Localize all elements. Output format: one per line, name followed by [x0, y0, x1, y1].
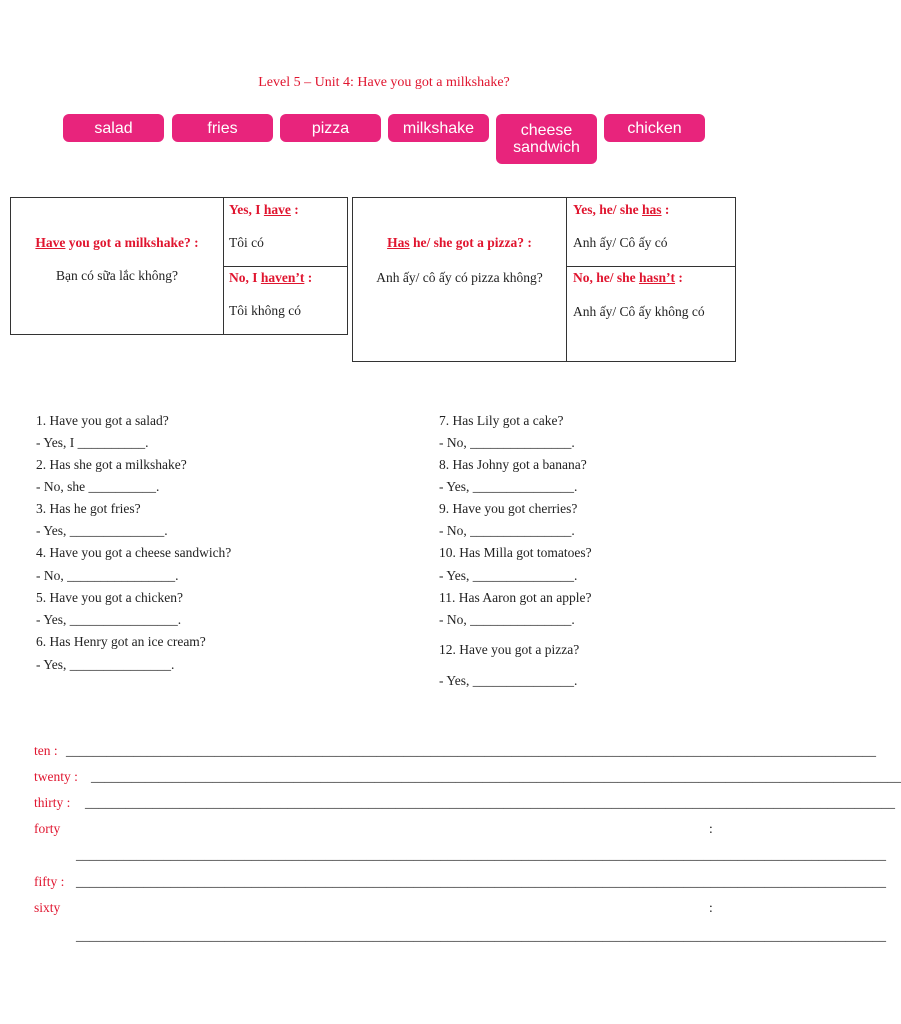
- answer-yes-have-translation: Tôi có: [229, 235, 264, 250]
- exercise-answer: - No, _______________.: [439, 523, 575, 538]
- answer-no-have-translation: Tôi không có: [229, 303, 301, 318]
- exercise-question: 1. Have you got a salad?: [36, 413, 169, 428]
- answer-yes-has: Yes, he/ she has :: [573, 202, 670, 217]
- grammar-table-have: [10, 197, 348, 335]
- exercise-question: 12. Have you got a pizza?: [439, 642, 580, 657]
- answer-yes-have: Yes, I have :: [229, 202, 299, 217]
- exercise-question: 4. Have you got a cheese sandwich?: [36, 545, 232, 560]
- number-label-thirty: thirty :: [34, 795, 71, 810]
- word-pill-salad: salad: [63, 114, 164, 142]
- word-pill-pizza: pizza: [280, 114, 381, 142]
- answer-yes-has-translation: Anh ấy/ Cô ấy có: [573, 235, 668, 250]
- writing-line[interactable]: ________________________________________________________________________________________________________________________: [66, 743, 876, 758]
- number-colon: :: [709, 821, 713, 836]
- answer-no-have: No, I haven’t :: [229, 270, 313, 285]
- question-have: Have you got a milkshake? :: [35, 235, 199, 250]
- exercise-answer: - Yes, I __________.: [36, 435, 149, 450]
- question-have-translation: Bạn có sữa lắc không?: [55, 268, 179, 283]
- exercise-question: 8. Has Johny got a banana?: [439, 457, 587, 472]
- writing-line[interactable]: ________________________________________________________________________________________________________________________: [91, 769, 901, 784]
- question-has: Has he/ she got a pizza? :: [387, 235, 532, 250]
- exercise-answer: - Yes, _______________.: [439, 568, 578, 583]
- answer-no-has: No, he/ she hasn’t :: [573, 270, 683, 285]
- number-label-twenty: twenty :: [34, 769, 78, 784]
- exercise-answer: - No, she __________.: [36, 479, 160, 494]
- exercise-question: 11. Has Aaron got an apple?: [439, 590, 592, 605]
- exercise-question: 6. Has Henry got an ice cream?: [36, 634, 206, 649]
- word-pill-milkshake: milkshake: [388, 114, 489, 142]
- exercise-answer: - Yes, _______________.: [439, 479, 578, 494]
- page-title: Level 5 – Unit 4: Have you got a milkshake?: [258, 75, 510, 90]
- question-has-translation: Anh ấy/ cô ấy có pizza không?: [376, 270, 543, 285]
- word-pill-fries: fries: [172, 114, 273, 142]
- number-label-ten: ten :: [34, 743, 58, 758]
- exercise-answer: - No, ________________.: [36, 568, 179, 583]
- number-colon: :: [709, 900, 713, 915]
- writing-line[interactable]: ________________________________________________________________________________________________________________________: [85, 795, 895, 810]
- word-pill-cheese-sandwich: cheese sandwich: [496, 114, 597, 164]
- exercise-answer: - Yes, ______________.: [36, 523, 168, 538]
- grammar-table-has: [352, 197, 736, 362]
- number-label-fifty: fifty :: [34, 874, 65, 889]
- number-label-sixty: sixty: [34, 900, 61, 915]
- writing-line[interactable]: ________________________________________________________________________________________________________________________: [76, 847, 886, 862]
- writing-line[interactable]: ________________________________________________________________________________________________________________________: [76, 928, 886, 943]
- exercise-question: 5. Have you got a chicken?: [36, 590, 183, 605]
- exercise-answer: - Yes, _______________.: [36, 657, 175, 672]
- exercise-question: 10. Has Milla got tomatoes?: [439, 545, 592, 560]
- exercise-answer: - Yes, ________________.: [36, 612, 182, 627]
- exercise-answer: - No, _______________.: [439, 435, 575, 450]
- exercise-question: 2. Has she got a milkshake?: [36, 457, 187, 472]
- word-pill-chicken: chicken: [604, 114, 705, 142]
- exercise-question: 9. Have you got cherries?: [439, 501, 578, 516]
- exercise-question: 7. Has Lily got a cake?: [439, 413, 564, 428]
- number-label-forty: forty: [34, 821, 61, 836]
- writing-line[interactable]: ________________________________________________________________________________________________________________________: [76, 874, 886, 889]
- answer-no-has-translation: Anh ấy/ Cô ấy không có: [573, 304, 705, 319]
- exercise-answer: - No, _______________.: [439, 612, 575, 627]
- exercise-question: 3. Has he got fries?: [36, 501, 141, 516]
- exercise-answer: - Yes, _______________.: [439, 673, 578, 688]
